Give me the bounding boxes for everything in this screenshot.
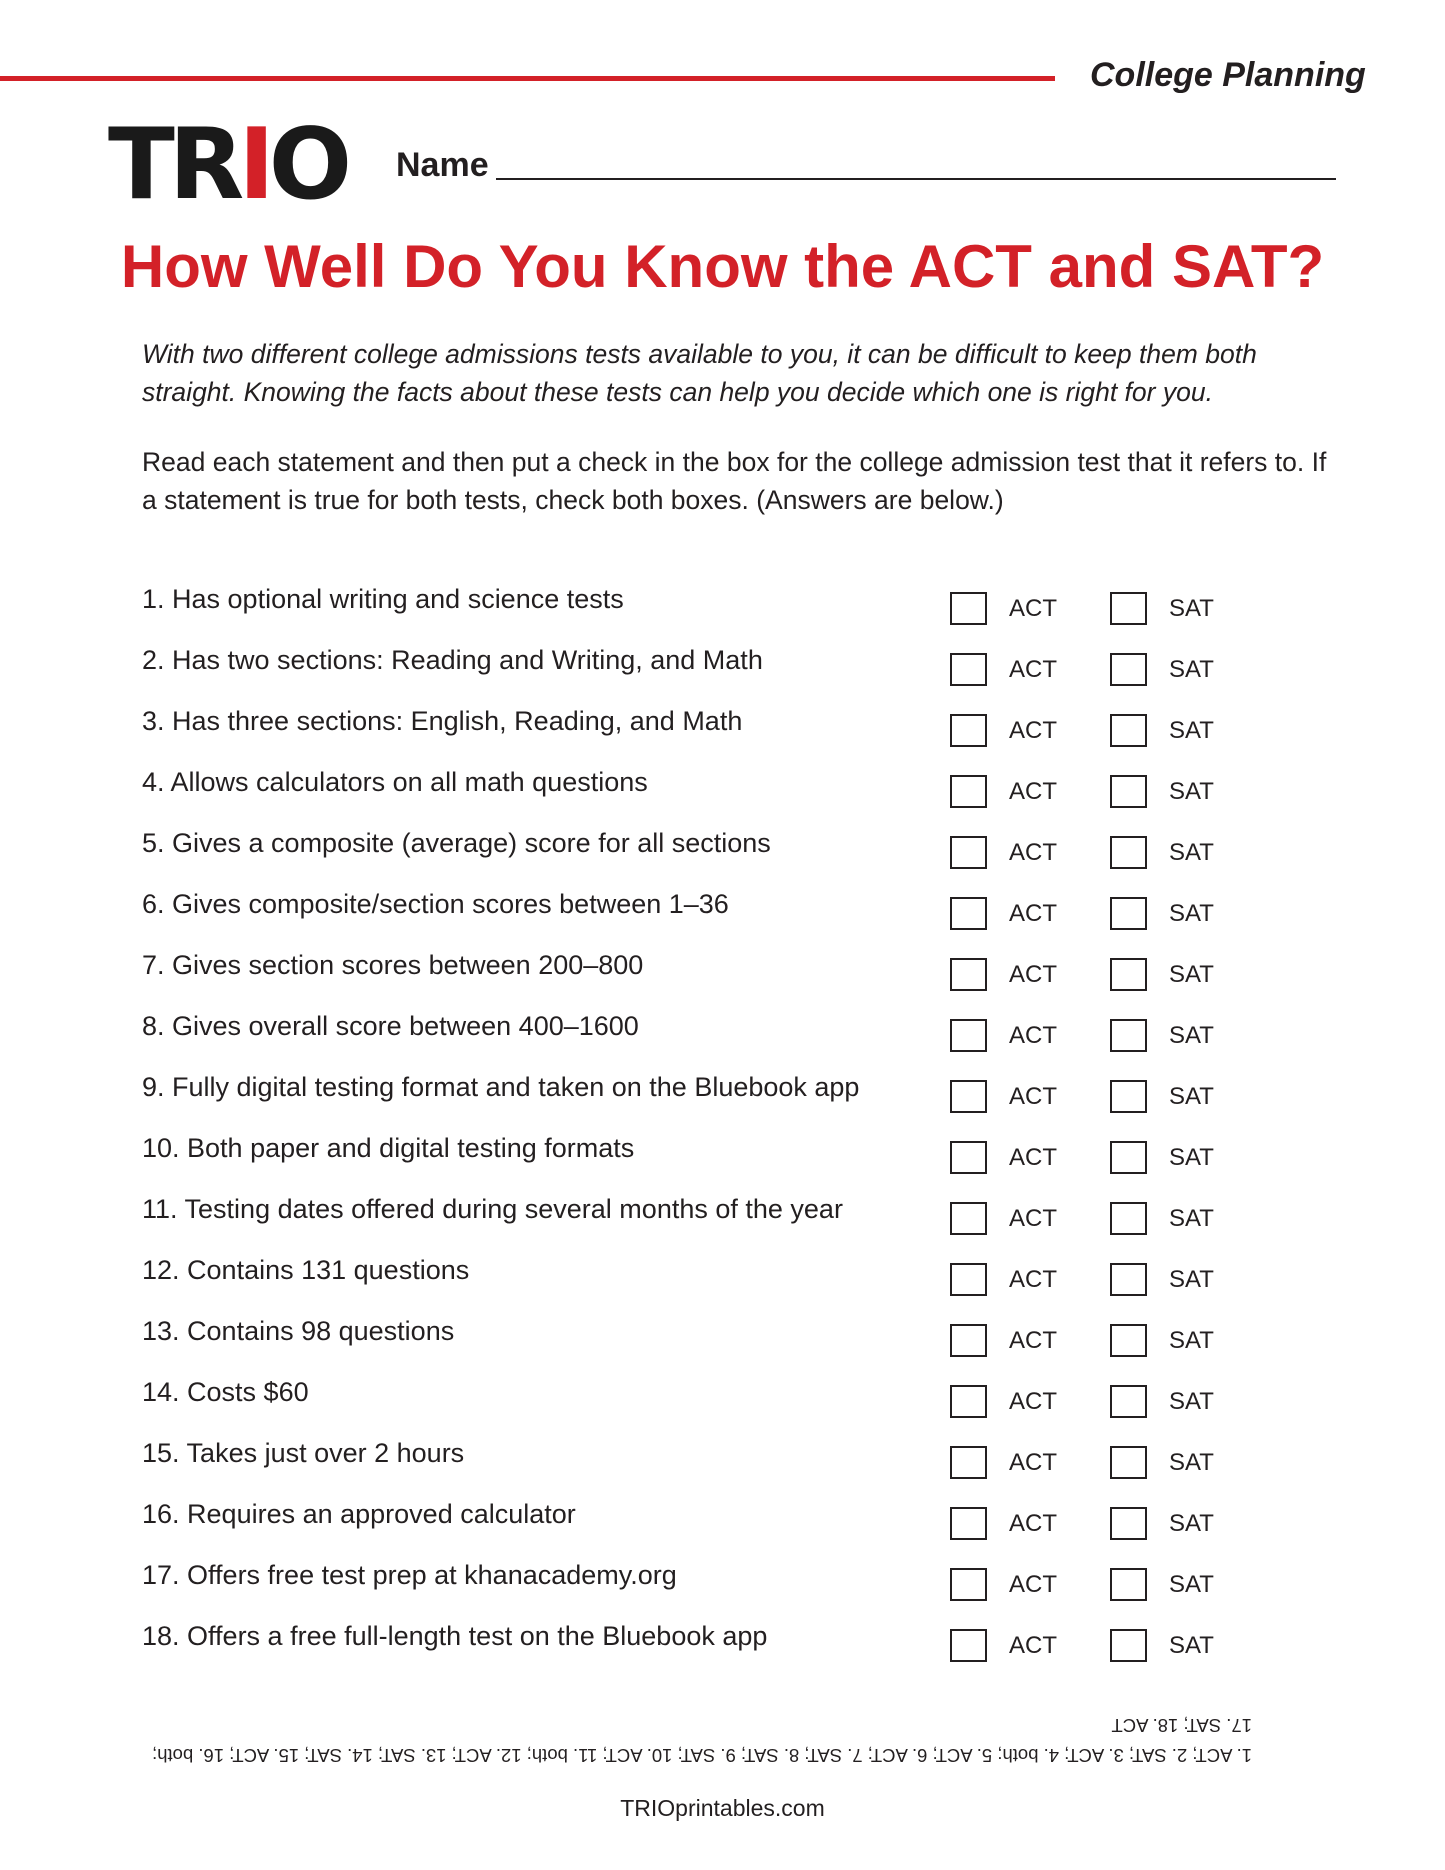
act-label: ACT bbox=[1009, 716, 1057, 744]
question-row bbox=[142, 1194, 1262, 1255]
sat-label: SAT bbox=[1169, 1387, 1214, 1415]
sat-option[interactable] bbox=[1110, 1141, 1214, 1174]
question-row bbox=[142, 1499, 1262, 1560]
question-row bbox=[142, 1377, 1262, 1438]
act-option[interactable] bbox=[950, 1324, 1057, 1357]
sat-checkbox[interactable] bbox=[1110, 1080, 1147, 1113]
question-list bbox=[142, 584, 1262, 1682]
sat-option[interactable] bbox=[1110, 1080, 1214, 1113]
sat-option[interactable] bbox=[1110, 1385, 1214, 1418]
question-text: 14. Costs $60 bbox=[142, 1377, 309, 1407]
act-checkbox[interactable] bbox=[950, 1019, 987, 1052]
question-row bbox=[142, 828, 1262, 889]
act-label: ACT bbox=[1009, 1448, 1057, 1476]
act-checkbox[interactable] bbox=[950, 1629, 987, 1662]
question-text: 7. Gives section scores between 200–800 bbox=[142, 950, 644, 980]
act-option[interactable] bbox=[950, 1263, 1057, 1296]
sat-label: SAT bbox=[1169, 1265, 1214, 1293]
sat-label: SAT bbox=[1169, 1570, 1214, 1598]
sat-checkbox[interactable] bbox=[1110, 1141, 1147, 1174]
question-row bbox=[142, 889, 1262, 950]
sat-label: SAT bbox=[1169, 1143, 1214, 1171]
logo-text-end: O bbox=[268, 108, 347, 222]
sat-label: SAT bbox=[1169, 1631, 1214, 1659]
question-text: 12. Contains 131 questions bbox=[142, 1255, 470, 1285]
act-label: ACT bbox=[1009, 1143, 1057, 1171]
question-text: 6. Gives composite/section scores between 1–36 bbox=[142, 889, 729, 919]
act-checkbox[interactable] bbox=[950, 897, 987, 930]
sat-option[interactable] bbox=[1110, 1324, 1214, 1357]
act-option[interactable] bbox=[950, 836, 1057, 869]
act-option[interactable] bbox=[950, 1507, 1057, 1540]
sat-option[interactable] bbox=[1110, 1202, 1214, 1235]
question-text: 5. Gives a composite (average) score for all sections bbox=[142, 828, 771, 858]
sat-label: SAT bbox=[1169, 594, 1214, 622]
sat-label: SAT bbox=[1169, 1448, 1214, 1476]
question-row bbox=[142, 950, 1262, 1011]
sat-option[interactable] bbox=[1110, 775, 1214, 808]
act-option[interactable] bbox=[950, 1141, 1057, 1174]
question-text: 11. Testing dates offered during several months of the year bbox=[142, 1194, 843, 1224]
sat-checkbox[interactable] bbox=[1110, 1568, 1147, 1601]
sat-checkbox[interactable] bbox=[1110, 897, 1147, 930]
question-text: 1. Has optional writing and science tests bbox=[142, 584, 624, 614]
sat-checkbox[interactable] bbox=[1110, 1019, 1147, 1052]
sat-label: SAT bbox=[1169, 960, 1214, 988]
sat-checkbox[interactable] bbox=[1110, 592, 1147, 625]
act-option[interactable] bbox=[950, 1019, 1057, 1052]
sat-label: SAT bbox=[1169, 777, 1214, 805]
act-checkbox[interactable] bbox=[950, 1446, 987, 1479]
sat-option[interactable] bbox=[1110, 958, 1214, 991]
act-label: ACT bbox=[1009, 1204, 1057, 1232]
header-red-rule bbox=[0, 76, 1055, 81]
act-checkbox[interactable] bbox=[950, 1507, 987, 1540]
sat-label: SAT bbox=[1169, 716, 1214, 744]
act-label: ACT bbox=[1009, 1631, 1057, 1659]
sat-option[interactable] bbox=[1110, 897, 1214, 930]
question-row bbox=[142, 767, 1262, 828]
act-label: ACT bbox=[1009, 1387, 1057, 1415]
act-option[interactable] bbox=[950, 1568, 1057, 1601]
logo-text-accent: I bbox=[238, 108, 269, 222]
answer-key-line: 1. ACT; 2. SAT; 3. ACT; 4. both; 5. ACT; 6. ACT; 7. SAT; 8. SAT; 9. SAT; 10. ACT; 11. both; 12. ACT; 13. SAT; 14. SAT; 15. ACT; 16. both; bbox=[152, 1745, 1252, 1766]
act-label: ACT bbox=[1009, 594, 1057, 622]
question-text: 9. Fully digital testing format and taken on the Bluebook app bbox=[142, 1072, 860, 1102]
question-row bbox=[142, 584, 1262, 645]
act-label: ACT bbox=[1009, 899, 1057, 927]
act-label: ACT bbox=[1009, 1326, 1057, 1354]
act-option[interactable] bbox=[950, 653, 1057, 686]
sat-checkbox[interactable] bbox=[1110, 1263, 1147, 1296]
sat-option[interactable] bbox=[1110, 1263, 1214, 1296]
act-checkbox[interactable] bbox=[950, 775, 987, 808]
act-checkbox[interactable] bbox=[950, 1385, 987, 1418]
act-label: ACT bbox=[1009, 1570, 1057, 1598]
footer-url[interactable]: TRIOprintables.com bbox=[620, 1795, 825, 1821]
act-checkbox[interactable] bbox=[950, 1568, 987, 1601]
act-option[interactable] bbox=[950, 714, 1057, 747]
sat-option[interactable] bbox=[1110, 1568, 1214, 1601]
act-checkbox[interactable] bbox=[950, 958, 987, 991]
sat-checkbox[interactable] bbox=[1110, 653, 1147, 686]
act-option[interactable] bbox=[950, 775, 1057, 808]
act-option[interactable] bbox=[950, 592, 1057, 625]
sat-label: SAT bbox=[1169, 1509, 1214, 1537]
question-text: 3. Has three sections: English, Reading, and Math bbox=[142, 706, 743, 736]
sat-checkbox[interactable] bbox=[1110, 1507, 1147, 1540]
answer-key-line: 17. SAT; 18. ACT bbox=[1111, 1715, 1252, 1736]
sat-label: SAT bbox=[1169, 838, 1214, 866]
question-text: 18. Offers a free full-length test on the Bluebook app bbox=[142, 1621, 768, 1651]
act-label: ACT bbox=[1009, 838, 1057, 866]
act-checkbox[interactable] bbox=[950, 836, 987, 869]
intro-text: With two different college admissions tests available to you, it can be difficult to keep them both straight. Knowing the facts about these tests can help you decide which one is right for you. bbox=[142, 339, 1257, 407]
sat-checkbox[interactable] bbox=[1110, 1629, 1147, 1662]
name-field[interactable] bbox=[496, 178, 1336, 180]
act-label: ACT bbox=[1009, 1021, 1057, 1049]
sat-checkbox[interactable] bbox=[1110, 714, 1147, 747]
sat-checkbox[interactable] bbox=[1110, 1446, 1147, 1479]
question-row bbox=[142, 1011, 1262, 1072]
sat-option[interactable] bbox=[1110, 1507, 1214, 1540]
act-checkbox[interactable] bbox=[950, 1202, 987, 1235]
sat-checkbox[interactable] bbox=[1110, 1202, 1147, 1235]
act-option[interactable] bbox=[950, 1080, 1057, 1113]
sat-label: SAT bbox=[1169, 1326, 1214, 1354]
question-row bbox=[142, 1316, 1262, 1377]
act-checkbox[interactable] bbox=[950, 1263, 987, 1296]
sat-checkbox[interactable] bbox=[1110, 1324, 1147, 1357]
act-label: ACT bbox=[1009, 1265, 1057, 1293]
act-label: ACT bbox=[1009, 655, 1057, 683]
sat-option[interactable] bbox=[1110, 1629, 1214, 1662]
question-text: 13. Contains 98 questions bbox=[142, 1316, 455, 1346]
act-option[interactable] bbox=[950, 1385, 1057, 1418]
question-row bbox=[142, 1560, 1262, 1621]
act-checkbox[interactable] bbox=[950, 714, 987, 747]
category-label: College Planning bbox=[1090, 56, 1366, 94]
question-row bbox=[142, 706, 1262, 767]
question-row bbox=[142, 1133, 1262, 1194]
act-label: ACT bbox=[1009, 1509, 1057, 1537]
act-checkbox[interactable] bbox=[950, 592, 987, 625]
logo-text-main: TR bbox=[108, 108, 239, 222]
sat-option[interactable] bbox=[1110, 592, 1214, 625]
sat-option[interactable] bbox=[1110, 1019, 1214, 1052]
instructions-text: Read each statement and then put a check in the box for the college admission test that it refers to. If a statement is true for both tests, check both boxes. (Answers are below.) bbox=[142, 447, 1327, 515]
act-option[interactable] bbox=[950, 1202, 1057, 1235]
question-text: 8. Gives overall score between 400–1600 bbox=[142, 1011, 639, 1041]
answer-key bbox=[142, 1710, 1252, 1770]
sat-checkbox[interactable] bbox=[1110, 1385, 1147, 1418]
name-label: Name bbox=[396, 146, 489, 184]
sat-option[interactable] bbox=[1110, 653, 1214, 686]
sat-checkbox[interactable] bbox=[1110, 836, 1147, 869]
sat-checkbox[interactable] bbox=[1110, 958, 1147, 991]
question-text: 2. Has two sections: Reading and Writing, and Math bbox=[142, 645, 763, 675]
act-checkbox[interactable] bbox=[950, 1080, 987, 1113]
act-option[interactable] bbox=[950, 1446, 1057, 1479]
question-row bbox=[142, 1072, 1262, 1133]
sat-label: SAT bbox=[1169, 655, 1214, 683]
question-text: 10. Both paper and digital testing formats bbox=[142, 1133, 635, 1163]
sat-checkbox[interactable] bbox=[1110, 775, 1147, 808]
act-checkbox[interactable] bbox=[950, 1141, 987, 1174]
trio-logo bbox=[108, 108, 347, 222]
sat-option[interactable] bbox=[1110, 714, 1214, 747]
act-checkbox[interactable] bbox=[950, 1324, 987, 1357]
question-row bbox=[142, 1621, 1262, 1682]
question-text: 4. Allows calculators on all math questions bbox=[142, 767, 648, 797]
page-title: How Well Do You Know the ACT and SAT? bbox=[120, 233, 1325, 300]
question-row bbox=[142, 645, 1262, 706]
question-text: 16. Requires an approved calculator bbox=[142, 1499, 576, 1529]
act-label: ACT bbox=[1009, 1082, 1057, 1110]
sat-label: SAT bbox=[1169, 899, 1214, 927]
sat-option[interactable] bbox=[1110, 836, 1214, 869]
question-text: 17. Offers free test prep at khanacademy.org bbox=[142, 1560, 677, 1590]
sat-label: SAT bbox=[1169, 1204, 1214, 1232]
sat-label: SAT bbox=[1169, 1082, 1214, 1110]
question-row bbox=[142, 1255, 1262, 1316]
question-text: 15. Takes just over 2 hours bbox=[142, 1438, 465, 1468]
act-option[interactable] bbox=[950, 1629, 1057, 1662]
question-row bbox=[142, 1438, 1262, 1499]
sat-label: SAT bbox=[1169, 1021, 1214, 1049]
act-label: ACT bbox=[1009, 777, 1057, 805]
act-option[interactable] bbox=[950, 897, 1057, 930]
act-checkbox[interactable] bbox=[950, 653, 987, 686]
sat-option[interactable] bbox=[1110, 1446, 1214, 1479]
act-option[interactable] bbox=[950, 958, 1057, 991]
act-label: ACT bbox=[1009, 960, 1057, 988]
